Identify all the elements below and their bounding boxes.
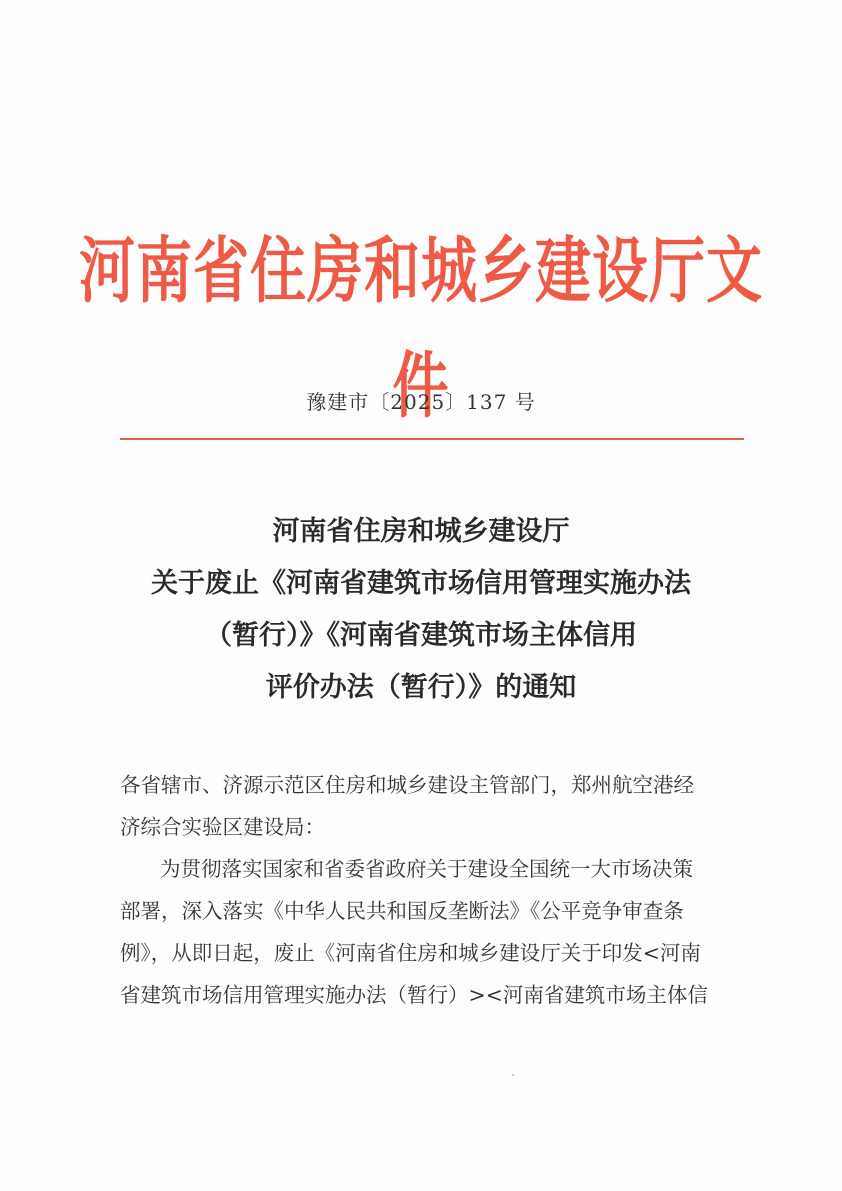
- title-line: 评价办法（暂行）》的通知: [265, 672, 577, 703]
- title-line: 河南省住房和城乡建设厅: [272, 516, 570, 547]
- red-divider-line: [120, 438, 744, 440]
- document-body: [120, 764, 742, 1016]
- scan-speck: [512, 1074, 514, 1076]
- salutation-line: 济综合实验区建设局：: [120, 815, 325, 839]
- document-number: 豫建市〔2025〕137 号: [306, 390, 536, 414]
- title-line: （暂行）》《河南省建筑市场主体信用: [205, 620, 637, 651]
- document-masthead: 河南省住房和城乡建设厅文件: [79, 230, 763, 429]
- paragraph-line: 省建筑市场信用管理实施办法（暂行）><河南省建筑市场主体信: [120, 983, 708, 1007]
- paragraph-line: 为贯彻落实国家和省委省政府关于建设全国统一大市场决策: [160, 857, 693, 881]
- paragraph-line: 部署，深入落实《中华人民共和国反垄断法》《公平竞争审查条: [120, 899, 684, 923]
- paragraph-line: 例》，从即日起，废止《河南省住房和城乡建设厅关于印发<河南: [120, 941, 701, 965]
- document-title: [60, 506, 782, 714]
- title-line: 关于废止《河南省建筑市场信用管理实施办法: [151, 568, 691, 599]
- salutation-line: 各省辖市、济源示范区住房和城乡建设主管部门，郑州航空港经: [120, 773, 694, 797]
